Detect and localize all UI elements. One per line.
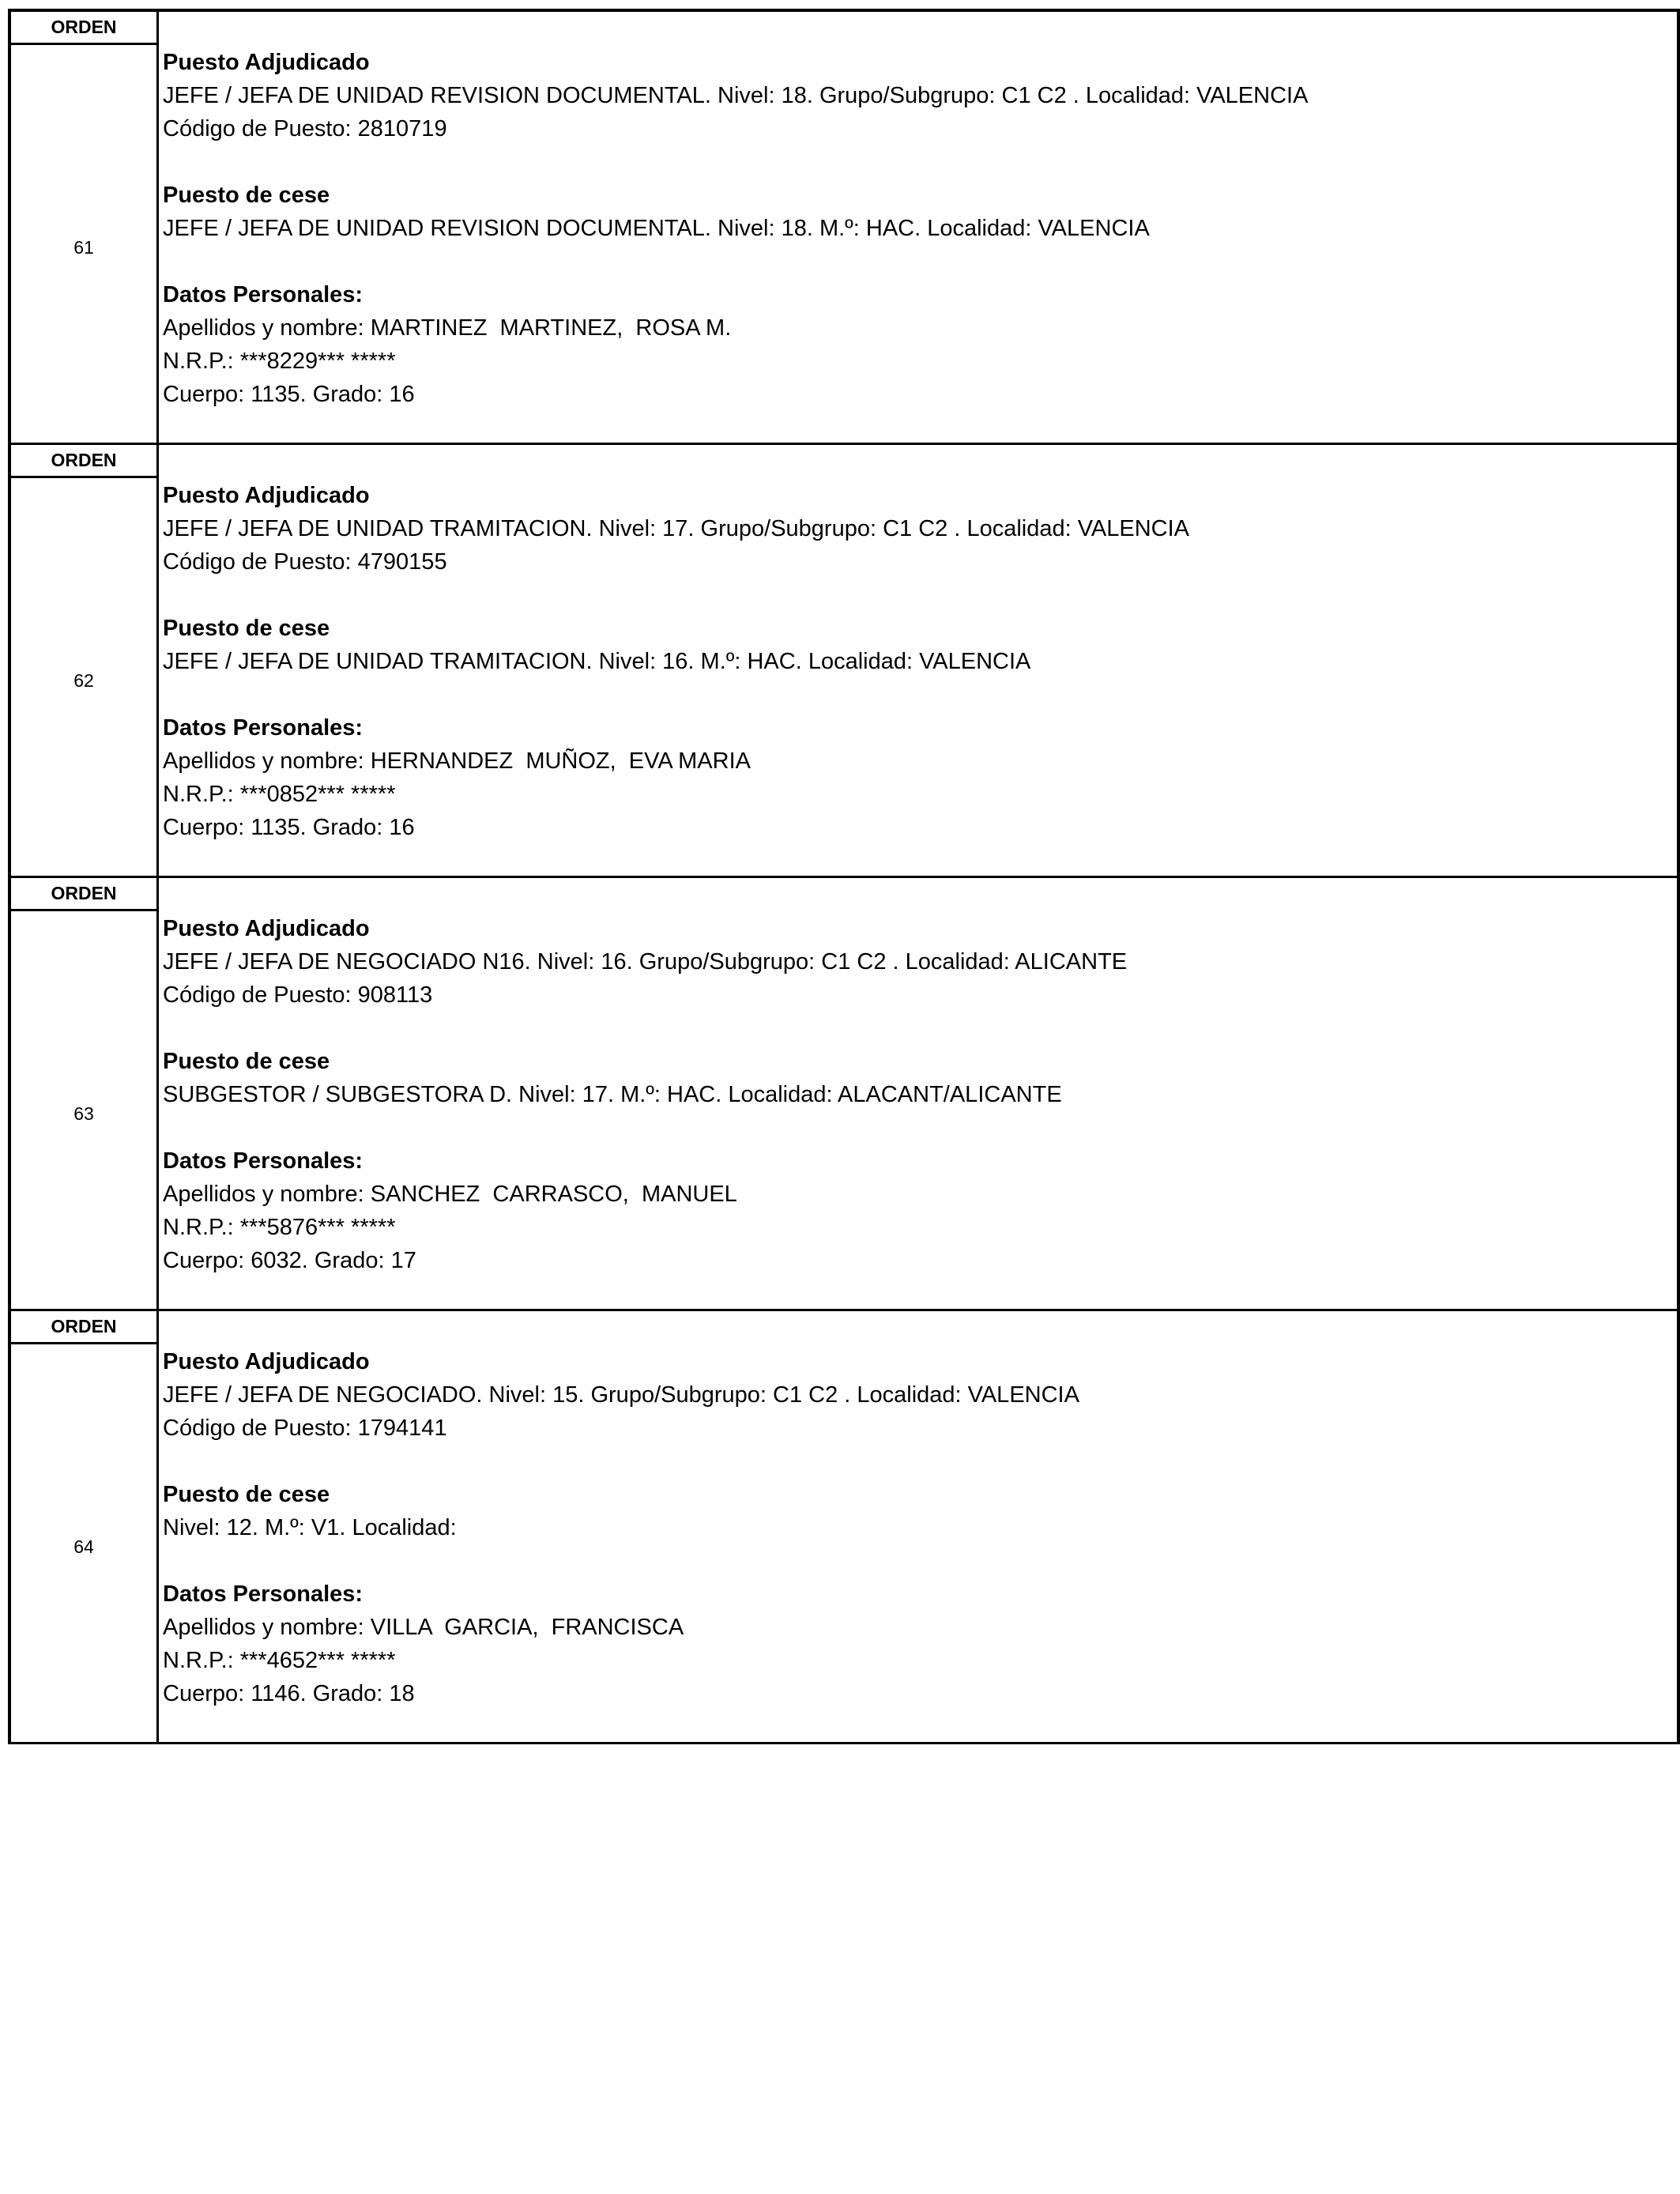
orden-column <box>11 445 159 876</box>
nrp: N.R.P.: ***4652*** ***** <box>163 1648 396 1673</box>
cese-heading: Puesto de cese <box>163 183 330 208</box>
table-row <box>11 1311 1677 1744</box>
nrp: N.R.P.: ***5876*** ***** <box>163 1215 396 1240</box>
apellidos-nombre: Apellidos y nombre: MARTINEZ MARTINEZ, ROSA M. <box>163 315 732 341</box>
cuerpo-grado: Cuerpo: 1135. Grado: 16 <box>163 382 415 407</box>
cuerpo-grado: Cuerpo: 6032. Grado: 17 <box>163 1248 416 1273</box>
adjudicado-heading: Puesto Adjudicado <box>163 916 370 941</box>
adjudicado-description: JEFE / JEFA DE NEGOCIADO N16. Nivel: 16. Grupo/Subgrupo: C1 C2 . Localidad: ALICANTE <box>163 949 1128 974</box>
adjudicado-description: JEFE / JEFA DE UNIDAD TRAMITACION. Nivel: 17. Grupo/Subgrupo: C1 C2 . Localidad: VALENCIA <box>163 516 1190 541</box>
codigo-puesto: Código de Puesto: 2810719 <box>163 116 447 141</box>
codigo-puesto: Código de Puesto: 1794141 <box>163 1416 447 1441</box>
adjudicado-heading: Puesto Adjudicado <box>163 483 370 508</box>
orden-column <box>11 878 159 1309</box>
apellidos-nombre: Apellidos y nombre: VILLA GARCIA, FRANCISCA <box>163 1615 684 1640</box>
apellidos-nombre: Apellidos y nombre: HERNANDEZ MUÑOZ, EVA MARIA <box>163 748 751 774</box>
entry-content <box>159 1311 1677 1742</box>
orden-number: 61 <box>73 237 94 258</box>
adjudicado-heading: Puesto Adjudicado <box>163 1349 370 1374</box>
cese-description: Nivel: 12. M.º: V1. Localidad: <box>163 1515 457 1540</box>
datos-personales-heading: Datos Personales: <box>163 282 363 307</box>
orden-number: 62 <box>73 670 94 691</box>
adjudicado-description: JEFE / JEFA DE NEGOCIADO. Nivel: 15. Grupo/Subgrupo: C1 C2 . Localidad: VALENCIA <box>163 1382 1079 1408</box>
adjudicado-description: JEFE / JEFA DE UNIDAD REVISION DOCUMENTAL. Nivel: 18. Grupo/Subgrupo: C1 C2 . Localidad: VALENCIA <box>163 83 1309 108</box>
orden-number: 63 <box>73 1103 94 1124</box>
codigo-puesto: Código de Puesto: 4790155 <box>163 549 447 575</box>
nrp: N.R.P.: ***8229*** ***** <box>163 349 396 374</box>
codigo-puesto: Código de Puesto: 908113 <box>163 982 433 1008</box>
orden-column <box>11 12 159 443</box>
nrp: N.R.P.: ***0852*** ***** <box>163 782 396 807</box>
datos-personales-heading: Datos Personales: <box>163 1148 363 1174</box>
orden-header: ORDEN <box>11 445 156 478</box>
cuerpo-grado: Cuerpo: 1146. Grado: 18 <box>163 1681 415 1706</box>
cese-heading: Puesto de cese <box>163 1482 330 1507</box>
cese-description: JEFE / JEFA DE UNIDAD TRAMITACION. Nivel: 16. M.º: HAC. Localidad: VALENCIA <box>163 649 1031 674</box>
document-table <box>8 9 1680 1744</box>
adjudicado-heading: Puesto Adjudicado <box>163 50 370 75</box>
orden-column <box>11 1311 159 1742</box>
entry-content <box>159 445 1677 876</box>
orden-header: ORDEN <box>11 1311 156 1344</box>
entry-content <box>159 878 1677 1309</box>
cese-description: JEFE / JEFA DE UNIDAD REVISION DOCUMENTAL. Nivel: 18. M.º: HAC. Localidad: VALENCIA <box>163 216 1150 241</box>
apellidos-nombre: Apellidos y nombre: SANCHEZ CARRASCO, MANUEL <box>163 1182 737 1207</box>
entry-content <box>159 12 1677 443</box>
table-row <box>11 12 1677 445</box>
table-row <box>11 878 1677 1311</box>
cese-heading: Puesto de cese <box>163 1049 330 1074</box>
orden-header: ORDEN <box>11 878 156 911</box>
cese-heading: Puesto de cese <box>163 616 330 641</box>
datos-personales-heading: Datos Personales: <box>163 715 363 741</box>
cese-description: SUBGESTOR / SUBGESTORA D. Nivel: 17. M.º: HAC. Localidad: ALACANT/ALICANTE <box>163 1082 1062 1107</box>
orden-number: 64 <box>73 1536 94 1557</box>
orden-header: ORDEN <box>11 12 156 45</box>
table-row <box>11 445 1677 878</box>
cuerpo-grado: Cuerpo: 1135. Grado: 16 <box>163 815 415 840</box>
datos-personales-heading: Datos Personales: <box>163 1581 363 1607</box>
